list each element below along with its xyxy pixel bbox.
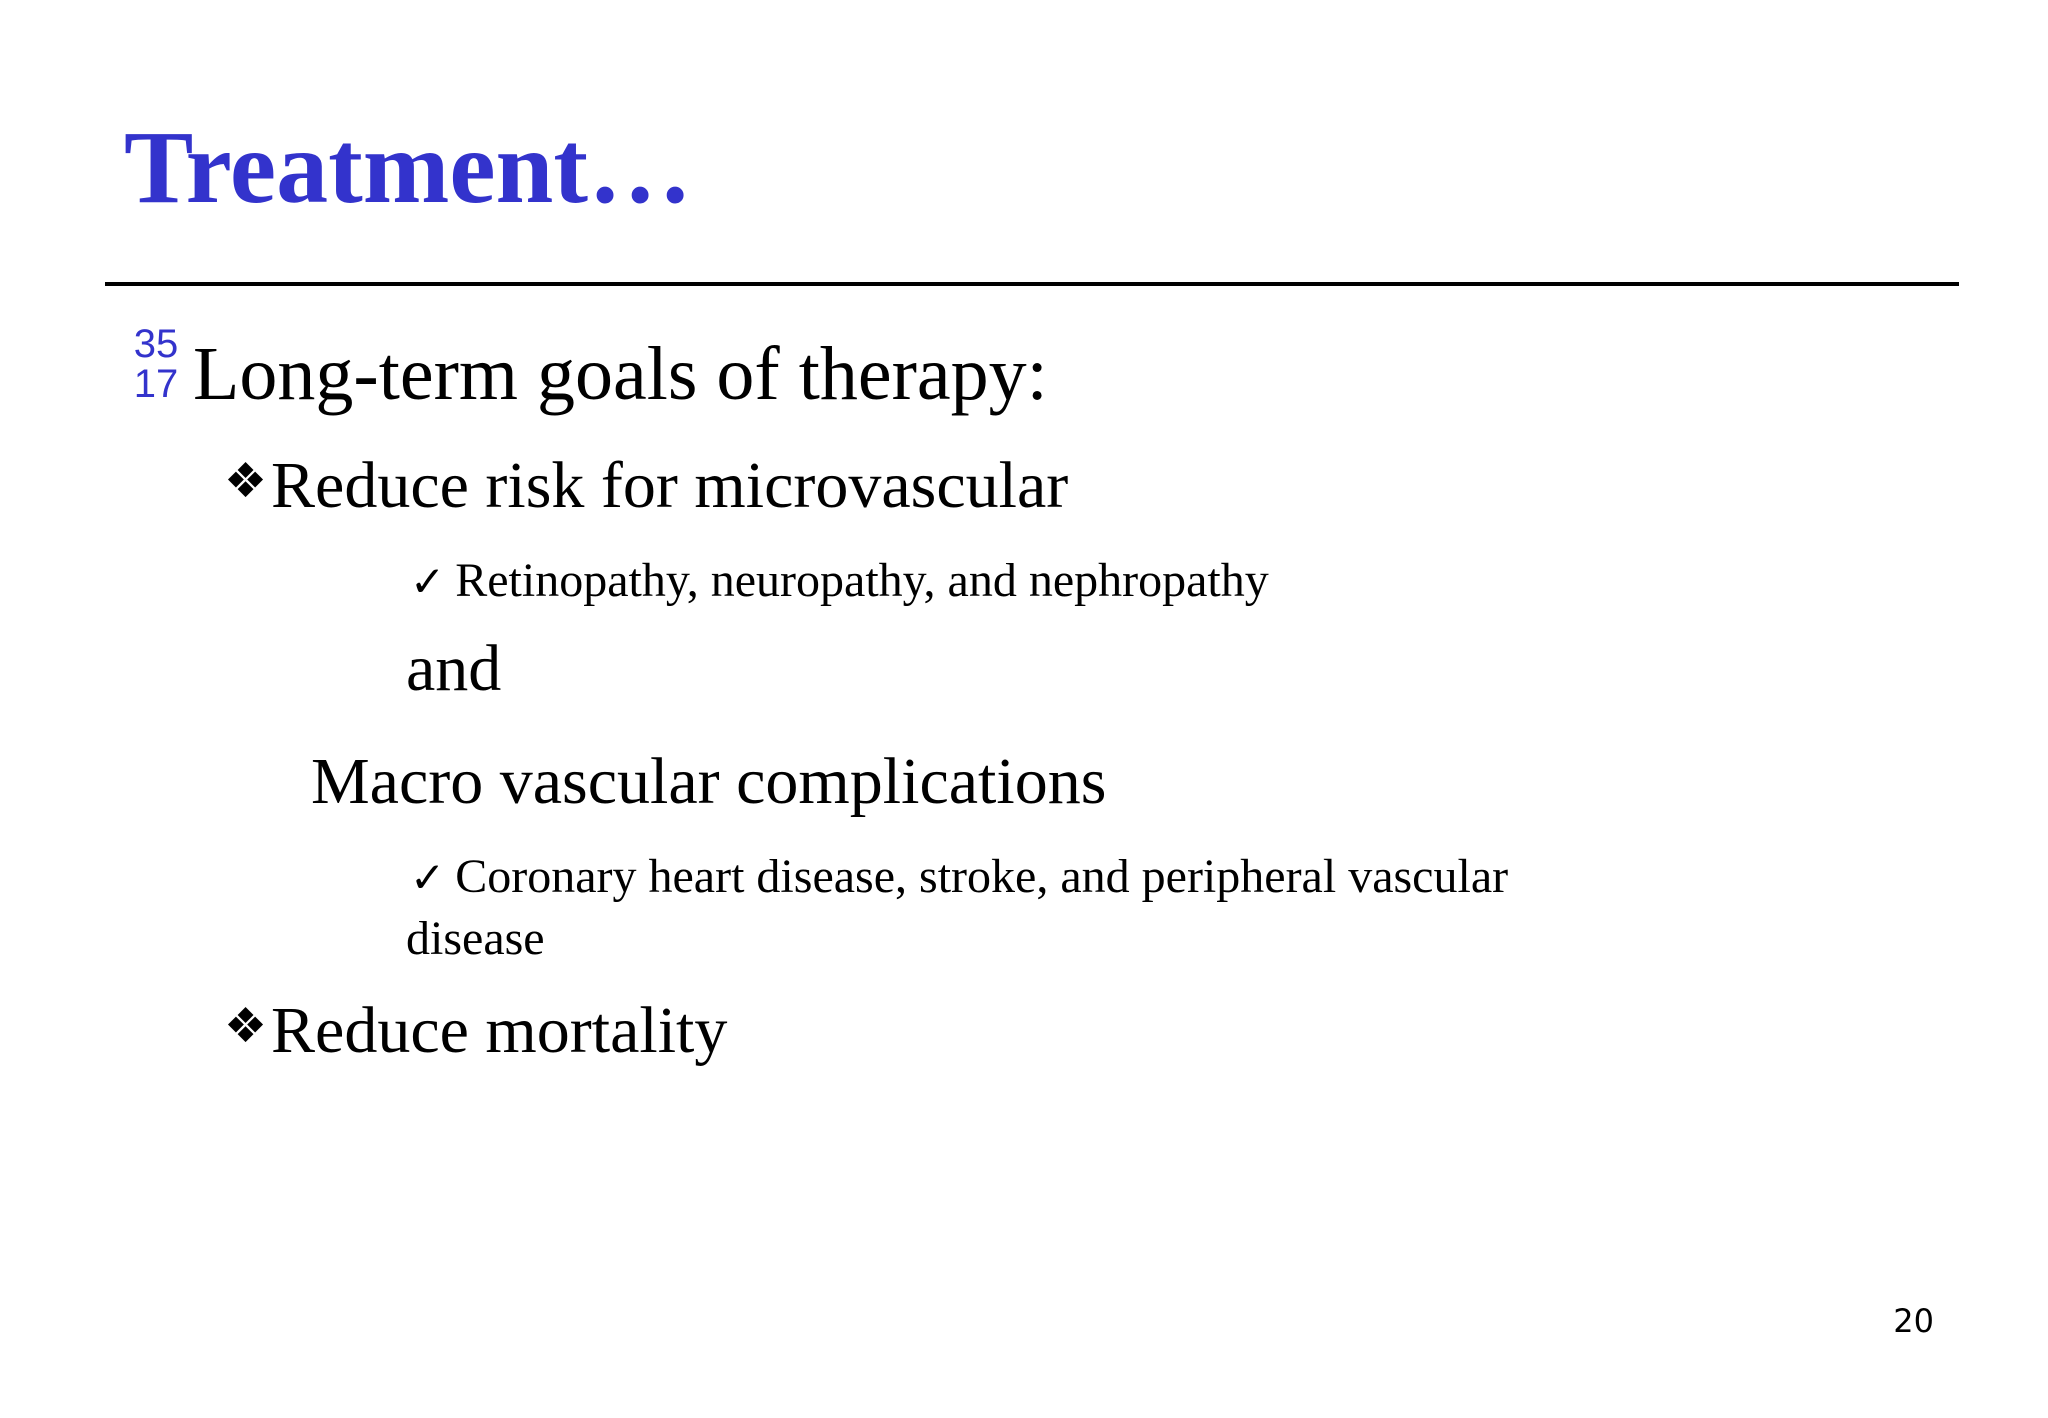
sub-heading-macrovascular: Macro vascular complications	[311, 745, 1107, 818]
bullet-item-microvascular	[224, 449, 1069, 522]
check-text: Retinopathy, neuropathy, and nephropathy	[455, 554, 1269, 607]
connector-text: and	[406, 632, 502, 705]
bullet-text: Reduce mortality	[271, 994, 728, 1067]
diamond-bullet-icon: ❖	[224, 453, 268, 509]
marker-top-number: 35	[133, 322, 179, 366]
marker-bottom-number: 17	[133, 362, 179, 406]
check-icon: ✓	[410, 557, 446, 606]
slide-title: Treatment…	[124, 110, 692, 225]
page-number: 20	[1893, 1302, 1934, 1340]
bullet-text: Reduce risk for microvascular	[271, 449, 1069, 522]
check-item-coronary-continued: disease	[406, 912, 545, 965]
check-icon: ✓	[410, 853, 446, 902]
main-heading: Long-term goals of therapy:	[193, 332, 1048, 416]
check-item-retinopathy	[410, 550, 1269, 612]
check-item-coronary	[410, 846, 1508, 908]
diamond-bullet-icon: ❖	[224, 998, 268, 1054]
check-text: Coronary heart disease, stroke, and peripheral vascular	[455, 850, 1509, 903]
title-divider	[105, 282, 1959, 286]
placeholder-marker	[128, 324, 184, 404]
bullet-item-mortality	[224, 994, 728, 1067]
